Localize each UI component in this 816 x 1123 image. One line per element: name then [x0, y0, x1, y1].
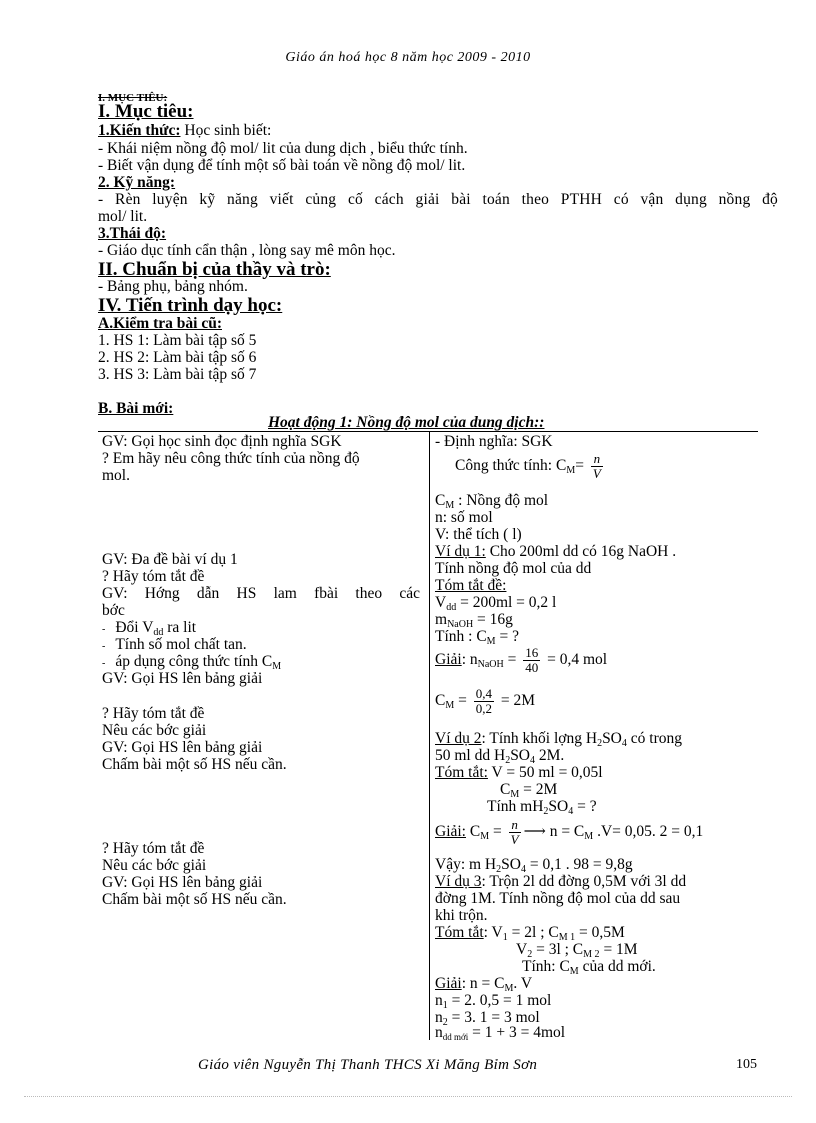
left-line: mol.: [102, 467, 130, 484]
ky-nang-item: - Rèn luyện kỹ năng viết củng cố cách giải bài toán theo PTHH có vận dụng nồng độ: [98, 191, 778, 208]
kien-thuc-item: - Biết vận dụng để tính một số bài toán về nồng độ mol/ lit.: [98, 157, 466, 174]
right-line: $C_M$ : Nồng độ mol: [435, 492, 549, 511]
page-number: 105: [736, 1057, 757, 1072]
left-line: GV: Gọi HS lên bảng giải: [102, 874, 263, 891]
kiem-tra-item: 1. HS 1: Làm bài tập số 5: [98, 332, 257, 349]
right-line: - Định nghĩa: SGK: [435, 433, 553, 450]
example-3: Ví dụ 3: Trộn 2l dd đờng 0,5M với 3l dd: [435, 873, 687, 890]
bai-moi-heading: B. Bài mới:: [98, 400, 174, 417]
left-bullet: - áp dụng công thức tính $C_M$: [102, 653, 282, 672]
right-line: Tóm tắt đề:: [435, 577, 507, 594]
kiem-tra-heading: A.Kiểm tra bài cũ:: [98, 315, 222, 332]
left-line: GV: Gọi HS lên bảng giải: [102, 739, 263, 756]
right-line: $V_2 = 3l$ ; $C_{M 2} = 1M$: [516, 941, 638, 960]
right-line: khi trộn.: [435, 907, 488, 924]
right-line: Tính: $C_M$ của dd mới.: [522, 958, 656, 977]
right-line: $n_1 = 2$. 0,5 = 1 mol: [435, 992, 552, 1011]
left-line: GV: Gọi HS lên bảng giải: [102, 670, 263, 687]
right-line: Tóm tắt: V = 50 ml = 0,05l: [435, 764, 603, 781]
column-divider: [429, 432, 430, 1040]
thai-do-heading: 3.Thái độ:: [98, 225, 167, 242]
right-line: $n_2 = 3$. 1 = 3 mol: [435, 1009, 540, 1028]
page-footer: Giáo viên Nguyễn Thị Thanh THCS Xi Măng Bỉm Sơn: [198, 1057, 538, 1073]
solution-1: Giải: $n_{NaOH}$ = $\frac{16}{40}$ = 0,4 mol: [435, 645, 608, 675]
formula-cm: Công thức tính: $C_M=$ $\frac{n}{V}$: [455, 451, 601, 481]
right-line: đờng 1M. Tính nồng độ mol của dd sau: [435, 890, 681, 907]
page-header: Giáo án hoá học 8 năm học 2009 - 2010: [285, 50, 531, 65]
right-line: Tóm tắt: $V_1 = 2l$ ; $C_{M 1} = 0,5M$: [435, 924, 625, 943]
left-line: ? Hãy tóm tắt đề: [102, 568, 205, 585]
heading-chuan-bi: II. Chuẩn bị của thầy và trò:: [98, 259, 331, 280]
left-line: bớc: [102, 602, 125, 619]
kiem-tra-item: 3. HS 3: Làm bài tập số 7: [98, 366, 257, 383]
solution-2: Giải: $C_M$ = $\frac{n}{V}$ ⟶ $n = C_M$ .V= 0,05. 2 = 0,1: [435, 817, 704, 847]
heading-muc-tieu: I. Mục tiêu:: [98, 101, 194, 122]
left-line: ? Hãy tóm tắt đề: [102, 705, 205, 722]
left-bullet: - Tính số mol chất tan.: [102, 636, 247, 653]
right-line: Tính $mH_2SO_4$ = ?: [487, 798, 597, 817]
hoat-dong-heading: Hoạt động 1: Nồng độ mol của dung dịch::: [268, 414, 545, 431]
right-line: V: thể tích ( l): [435, 526, 522, 543]
left-line: Nêu các bớc giải: [102, 857, 207, 874]
left-line: Chấm bài một số HS nếu cần.: [102, 756, 287, 773]
chuan-bi-item: - Bảng phụ, bảng nhóm.: [98, 278, 248, 295]
right-line: $n_{dd mới} = 1 + 3 = 4mol$: [435, 1024, 566, 1042]
left-line: Chấm bài một số HS nếu cần.: [102, 891, 287, 908]
struck-heading: I. MỤC TIÊU:: [98, 92, 168, 104]
kien-thuc-item: - Khái niệm nồng độ mol/ lit của dung dịch , biểu thức tính.: [98, 140, 468, 157]
thai-do-item: - Giáo dục tính cẩn thận , lòng say mê môn học.: [98, 242, 396, 259]
kiem-tra-item: 2. HS 2: Làm bài tập số 6: [98, 349, 257, 366]
right-line: $m_{NaOH} = 16g$: [435, 611, 513, 630]
example-1: Ví dụ 1: Cho 200ml dd có 16g NaOH .: [435, 543, 677, 560]
table-top-border: [98, 431, 758, 432]
right-line: 50 ml dd $H_2SO_4$ 2M.: [435, 747, 565, 766]
heading-tien-trinh: IV. Tiến trình dạy học:: [98, 295, 283, 316]
left-line: GV: Đa đề bài ví dụ 1: [102, 551, 238, 568]
ky-nang-item-cont: mol/ lit.: [98, 208, 148, 225]
right-line: Vậy: m $H_2SO_4 = 0,1$ . 98 = 9,8g: [435, 856, 633, 875]
right-line: Giải: $n = C_M$. V: [435, 975, 533, 994]
left-line: ? Em hãy nêu công thức tính của nồng độ: [102, 450, 360, 467]
example-2: Ví dụ 2: Tính khối lợng $H_2SO_4$ có trong: [435, 730, 682, 749]
right-line: Tính nồng độ mol của dd: [435, 560, 592, 577]
ky-nang-heading: 2. Kỹ năng:: [98, 174, 176, 191]
page-bottom-divider: [24, 1096, 792, 1097]
right-line: $V_{dd} = 200ml = 0,2$ l: [435, 594, 557, 613]
left-line: ? Hãy tóm tắt đề: [102, 840, 205, 857]
right-line: Tính : $C_M$ = ?: [435, 628, 519, 647]
kien-thuc-line: 1.Kiến thức: Học sinh biết:: [98, 122, 272, 139]
solution-1-cm: $C_M$ = $\frac{0,4}{0,2}$ = 2M: [435, 686, 536, 716]
left-line: GV: Hớng dẫn HS lam fbài theo các: [102, 585, 420, 602]
left-line: GV: Gọi học sinh đọc định nghĩa SGK: [102, 433, 342, 450]
left-line: Nêu các bớc giải: [102, 722, 207, 739]
left-bullet: - Đổi $V_{dd}$ ra lit: [102, 619, 197, 638]
right-line: $C_M = 2M$: [500, 781, 558, 800]
right-line: n: số mol: [435, 509, 493, 526]
